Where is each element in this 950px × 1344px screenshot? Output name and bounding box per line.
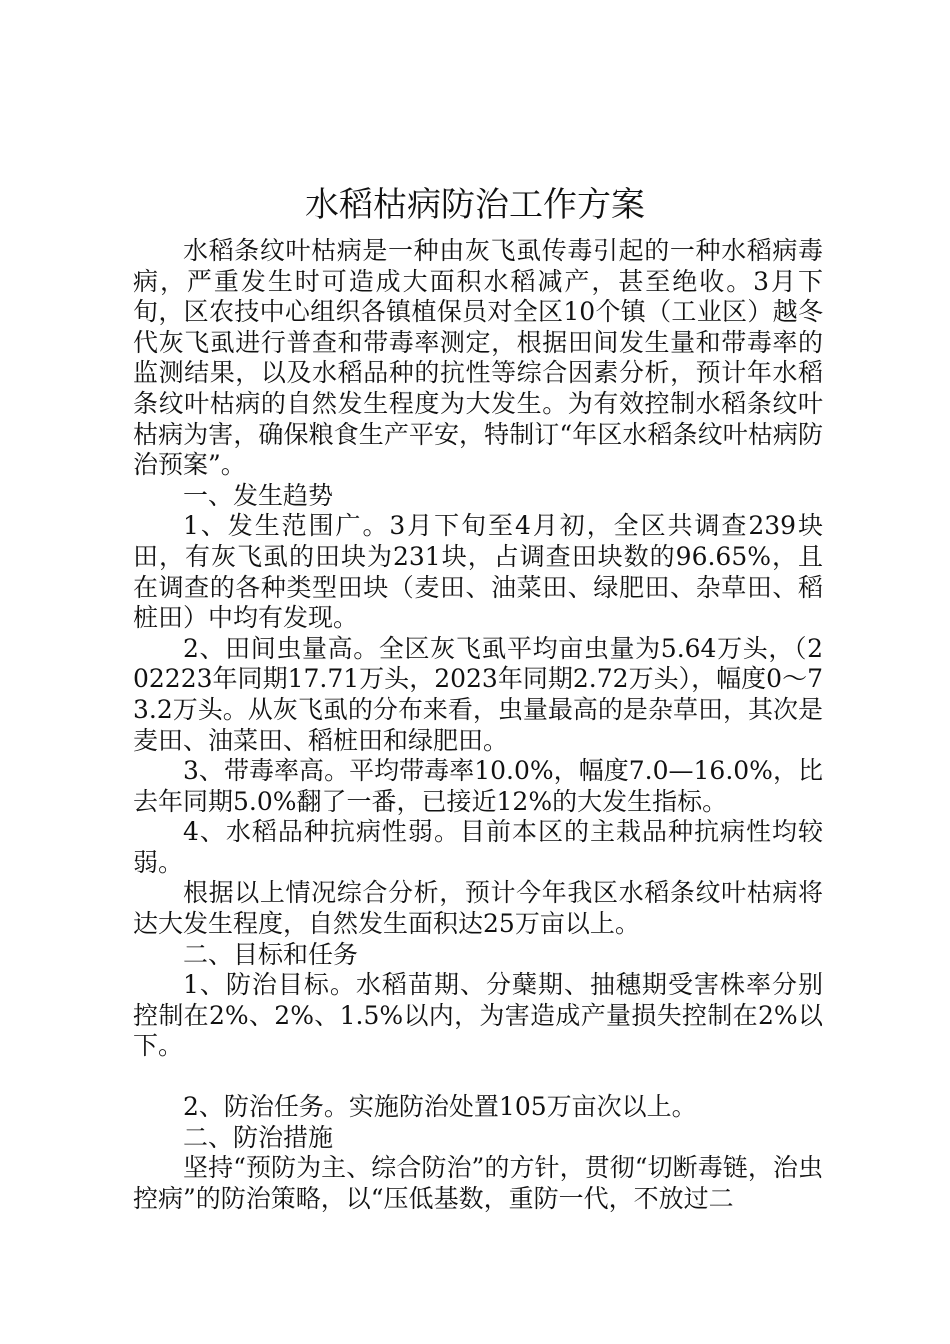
trend-item-2: 2、田间虫量高。全区灰飞虱平均亩虫量为5.64万头，（202223年同期17.71万头，2023年同期2.72万头），幅度0～73.2万头。从灰飞虱的分布来看，虫量最高的是杂草田，其次是麦田、油菜田、稻桩田和绿肥田。 [133,633,823,755]
section-heading-measures: 二、防治措施 [183,1122,334,1152]
goal-item-1: 1、防治目标。水稻苗期、分蘖期、抽穗期受害株率分别控制在2%、2%、1.5%以内，为害造成产量损失控制在2%以下。 [133,970,823,1061]
trend-summary-paragraph: 根据以上情况综合分析，预计今年我区水稻条纹叶枯病将达大发生程度，自然发生面积达25万亩以上。 [133,878,823,939]
intro-paragraph: 水稻条纹叶枯病是一种由灰飞虱传毒引起的一种水稻病毒病，严重发生时可造成大面积水稻减产，甚至绝收。3月下旬，区农技中心组织各镇植保员对全区10个镇（工业区）越冬代灰飞虱进行普查和带毒率测定，根据田间发生量和带毒率的监测结果，以及水稻品种的抗性等综合因素分析，预计年水稻条纹叶枯病的自然发生程度为大发生。为有效控制水稻条纹叶枯病为害，确保粮食生产平安，特制订“年区水稻条纹叶枯病防治预案”。 [133,236,823,480]
measures-paragraph: 坚持“预防为主、综合防治”的方针，贯彻“切断毒链，治虫控病”的防治策略，以“压低基数，重防一代，不放过二 [133,1153,823,1213]
trend-item-3: 3、带毒率高。平均带毒率10.0%，幅度7.0—16.0%，比去年同期5.0%翻了一番，已接近12%的大发生指标。 [133,756,823,816]
goal-item-2: 2、防治任务。实施防治处置105万亩次以上。 [183,1092,697,1122]
trend-item-1: 1、发生范围广。3月下旬至4月初，全区共调查239块田，有灰飞虱的田块为231块，占调查田块数的96.65%，且在调查的各种类型田块（麦田、油菜田、绿肥田、杂草田、稻桩田）中均有发现。 [133,511,823,633]
trend-item-4: 4、水稻品种抗病性弱。目前本区的主栽品种抗病性均较弱。 [133,817,823,877]
section-heading-goals: 二、目标和任务 [183,939,359,969]
section-heading-trend: 一、发生趋势 [183,480,334,510]
document-title: 水稻枯病防治工作方案 [305,185,645,225]
document-body [133,236,823,1214]
